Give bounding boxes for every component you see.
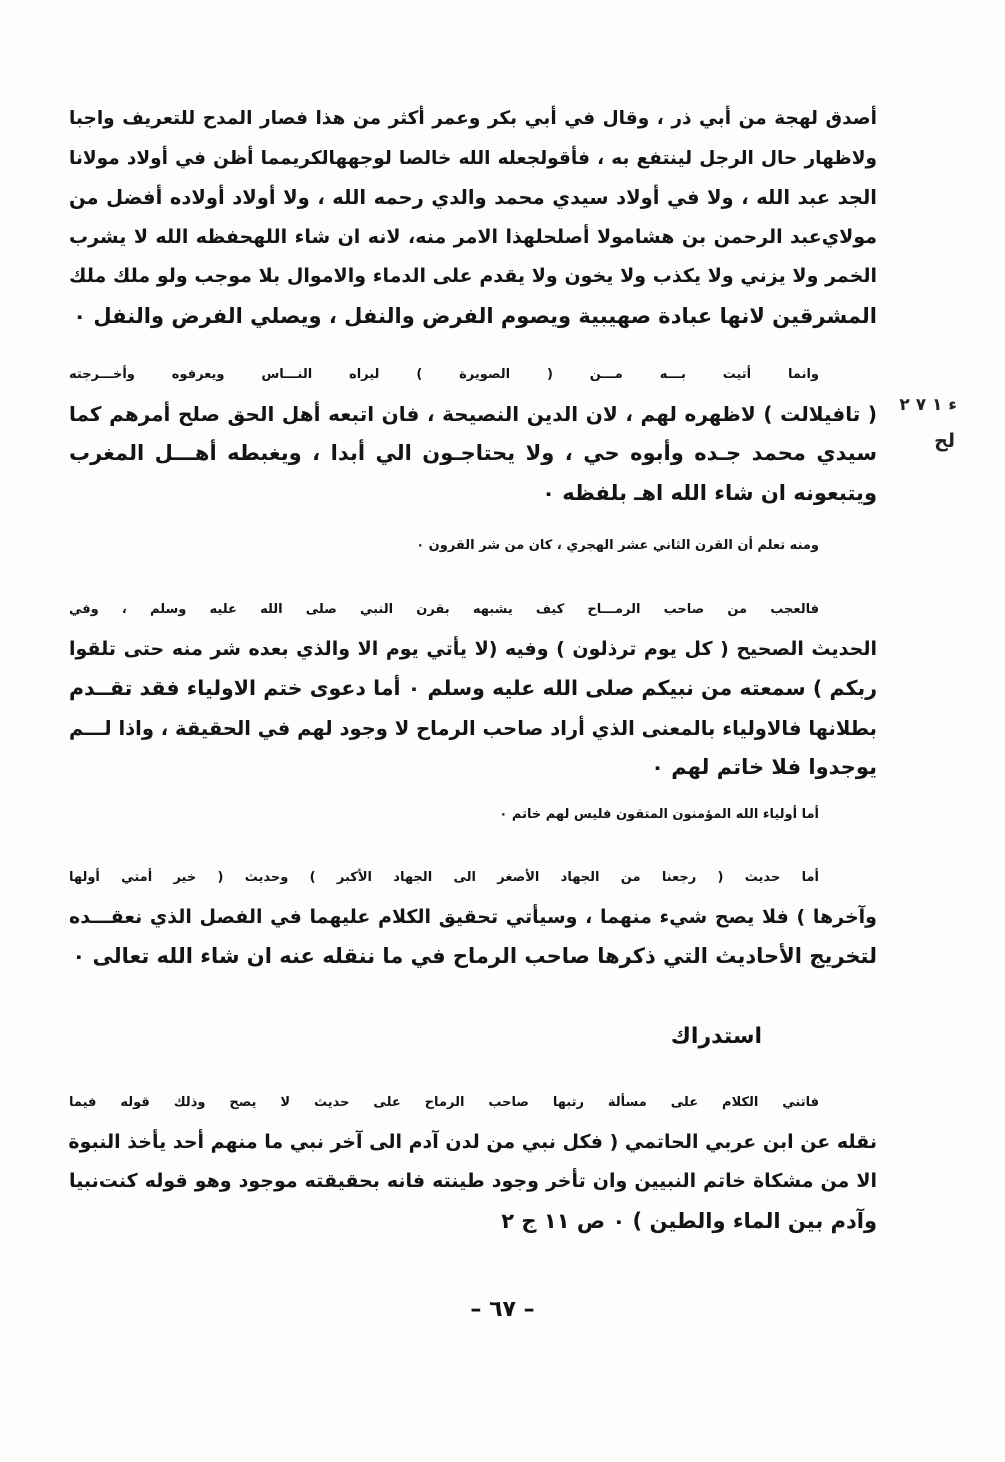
text-line: أما أولياء الله المؤمنون المتقون فليس لهم خاتم ٠ — [499, 807, 819, 822]
text-line: الخمر ولا يزني ولا يكذب ولا يخون ولا يقدم على الدماء والاموال بلا موجب ولو ملك ملك — [69, 265, 877, 287]
text-line: يوجدوا فلا خاتم لهم ٠ — [651, 755, 877, 779]
text-line: مولاي‌عبد الرحمن بن هشامولا أصلحلهذا الامر منه، لانه ان شاء اللهحفظه الله لا يشرب — [69, 225, 877, 248]
text-line: ويتبعونه ان شاء الله اهـ بلفظه ٠ — [542, 480, 877, 505]
text-line: الحديث الصحيح ( كل يوم ترذلون ) وفيه (لا يأتي يوم الا والذي بعده شر منه حتى تلقوا — [69, 637, 877, 660]
text-line: الا من مشكاة خاتم النبيين وان تأخر وجود طينته فانه بحقيقته موجود وهو قوله كنت‌نبيا — [69, 1170, 877, 1192]
paragraph-3 — [69, 526, 877, 566]
text-line: لتخريج الأحاديث التي ذكرها صاحب الرماح في ما ننقله عنه ان شاء الله تعالى ٠ — [72, 944, 877, 968]
margin-note: لح — [934, 430, 955, 452]
text-line: المشرقين لانها عبادة صهيبية ويصوم الفرض والنفل ، ويصلي الفرض والنفل ٠ — [73, 303, 877, 328]
text-line: بطلانها فالاولياء بالمعنى الذي أراد صاحب الرماح لا وجود لهم في الحقيقة ، واذا لـــم — [69, 716, 877, 740]
section-heading: استدراك — [670, 1024, 762, 1049]
text-line: نقله عن ابن عربي الحاتمي ( فكل نبي من لدن آدم الى آخر نبي ما منهم أحد يأخذ النبوة — [68, 1130, 877, 1153]
paragraph-5 — [69, 795, 877, 835]
paragraph-6 — [69, 858, 877, 977]
text-line: ولاظهار حال الرجل لينتفع به ، فأقولجعله الله خالصا لوجههالكريمما أظن في أولاد مولانا — [69, 147, 877, 169]
text-line: فاتني الكلام على مسألة رتبها صاحب الرماح على حديث لا يصح وذلك قوله فيما — [69, 1095, 819, 1110]
text-line: وآخرها ) فلا يصح شيء منهما ، وسيأتي تحقيق الكلام عليهما في الفصل الذي نعقـــده — [69, 905, 877, 928]
text-line: وانما أتيت بـــه مـــن ( الصويرة ) ليراه النـــاس ويعرفوه وأخـــرجته — [69, 367, 819, 382]
margin-note: ء ١ ٧ ٢ — [899, 395, 957, 415]
text-line: ومنه تعلم أن القرن الثاني عشر الهجري ، كان من شر القرون ٠ — [416, 538, 819, 553]
text-line: وآدم بين الماء والطين ) ٠ ص ١١ ج ٢ — [501, 1208, 877, 1233]
paragraph-4 — [69, 590, 877, 788]
text-line: ربكم ) سمعته من نبيكم صلى الله عليه وسلم ٠ أما دعوى ختم الاولياء فقد تقــدم — [69, 676, 878, 700]
paragraph-2 — [69, 355, 877, 513]
text-line: ( تافيلالت ) لاظهره لهم ، لان الدين النصيحة ، فان اتبعه أهل الحق صلح أمرهم كما — [69, 401, 877, 426]
text-line: فالعجب من صاحب الرمـــاح كيف يشبهه بقرن النبي صلى الله عليه وسلم ، وفي — [69, 602, 819, 617]
text-line: الجد عبد الله ، ولا في أولاد سيدي محمد والدي رحمه الله ، ولا أولاد أولاده أفضل من — [69, 186, 877, 209]
text-line: أصدق لهجة من أبي ذر ، وقال في أبي بكر وعمر أكثر من هذا فصار المدح للتعريف واجبا — [69, 108, 877, 129]
paragraph-7 — [69, 1083, 877, 1241]
paragraph-1 — [69, 99, 877, 336]
text-line: أما حديث ( رجعنا من الجهاد الأصغر الى الجهاد الأكبر ) وحديث ( خير أمتي أولها — [69, 870, 819, 885]
page-number: – ٦٧ – — [470, 1297, 535, 1322]
text-line: سيدي محمد جـده وأبوه حي ، ولا يحتاجـون الي أبدا ، ويغبطه أهـــل المغرب — [69, 441, 877, 465]
